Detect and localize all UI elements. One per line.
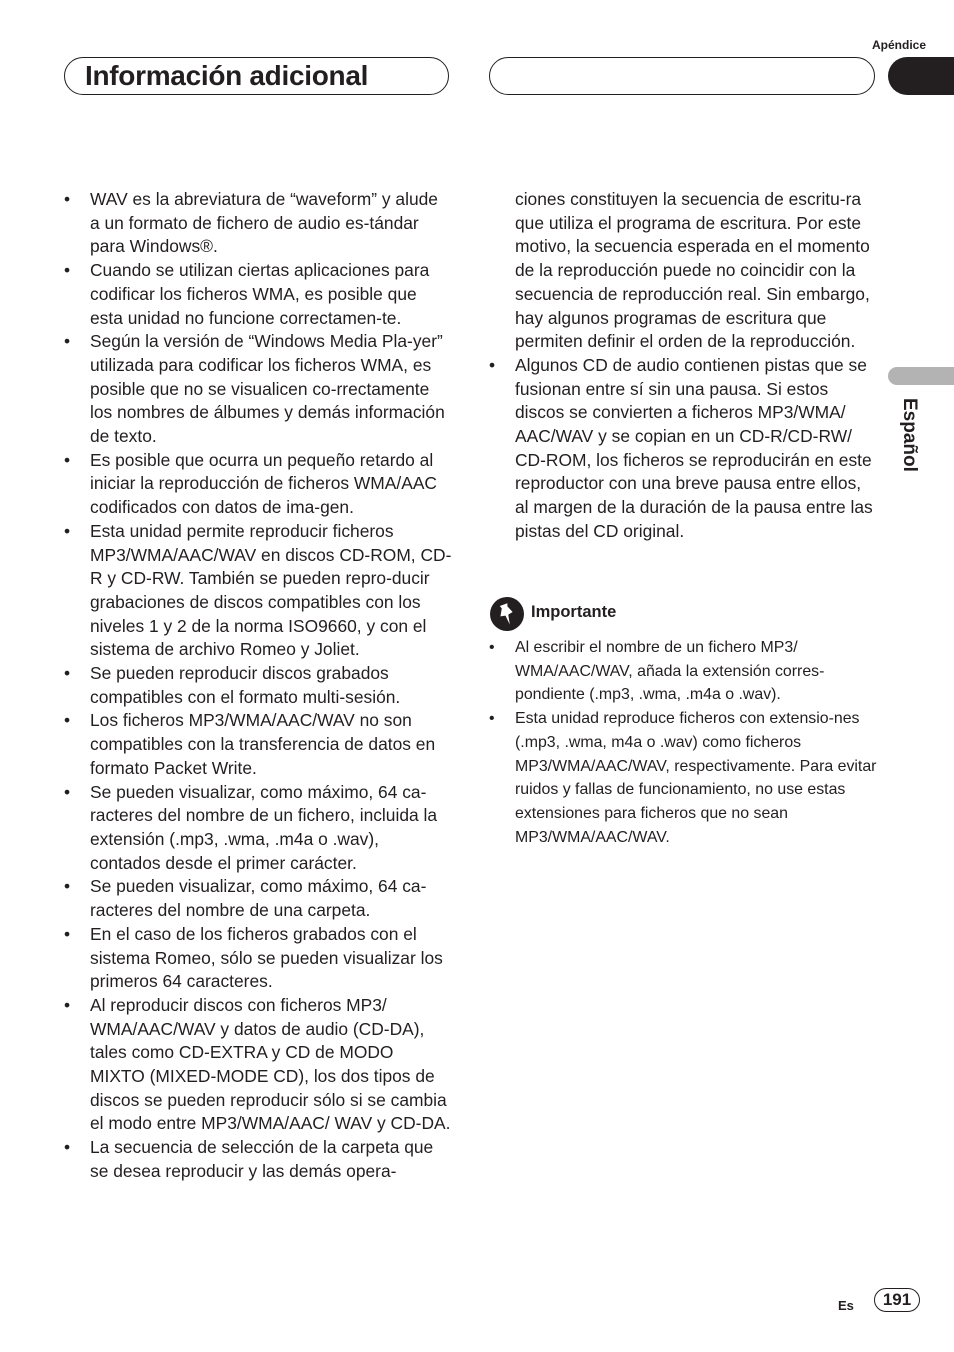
page-title: Información adicional [85, 60, 369, 91]
section-label: Apéndice [871, 38, 926, 52]
left-column [64, 188, 452, 1184]
list-item: • En el caso de los ficheros grabados con el sistema Romeo, sólo se pueden visualizar los primeros 64 caracteres. [64, 923, 452, 994]
list-item: • Al escribir el nombre de un fichero MP3/ WMA/AAC/WAV, añada la extensión corres-pondiente (.mp3, .wma, .m4a o .wav). [489, 636, 877, 707]
list-item: • Según la versión de “Windows Media Pla-yer” utilizada para codificar los ficheros WMA, es posible que no se visualicen co-rrectamente los nombres de álbumes y demás información de texto. [64, 330, 452, 449]
side-tab-bar [888, 367, 954, 385]
list-item: • Esta unidad permite reproducir ficheros MP3/WMA/AAC/WAV en discos CD-ROM, CD-R y CD-RW. También se pueden repro-ducir grabaciones de discos compatibles con los niveles 1 y 2 de la norma ISO9660, y con el sistema de archivo Romeo y Joliet. [64, 520, 452, 662]
list-item: • Al reproducir discos con ficheros MP3/ WMA/AAC/WAV y datos de audio (CD-DA), tales como CD-EXTRA y CD de MODO MIXTO (MIXED-MODE CD), los dos tipos de discos se pueden reproducir sólo si se cambia el modo entre MP3/WMA/AAC/ WAV y CD-DA. [64, 994, 452, 1136]
list-item: • Algunos CD de audio contienen pistas que se fusionan entre sí sin una pausa. Si estos discos se convierten a ficheros MP3/WMA/ AAC/WAV y se copian en un CD-R/CD-RW/ CD-ROM, los ficheros se reproducirán en este reproductor con una breve pausa entre ellos, al margen de la duración de la pausa entre las pistas del CD original. [489, 354, 877, 544]
continued-paragraph: ciones constituyen la secuencia de escritu-ra que utiliza el programa de escritura. Por este motivo, la secuencia esperada en el momento de la reproducción puede no coincidir con la secuencia de reproducción real. Sin embargo, hay algunos programas de escritura que permiten definir el orden de la reproducción. [515, 189, 870, 352]
list-item: • WAV es la abreviatura de “waveform” y alude a un formato de fichero de audio es-tándar para Windows®. [64, 188, 452, 259]
side-language-label: Español [899, 398, 920, 472]
list-item: • La secuencia de selección de la carpeta que se desea reproducir y las demás opera- [64, 1136, 452, 1183]
footer-language-code: Es [838, 1298, 854, 1313]
list-item: • Es posible que ocurra un pequeño retardo al iniciar la reproducción de ficheros WMA/AAC codificados con datos de ima-gen. [64, 449, 452, 520]
section-tab-block [888, 57, 954, 95]
list-item: • Cuando se utilizan ciertas aplicaciones para codificar los ficheros WMA, es posible que esta unidad no funcione correctamen-te. [64, 259, 452, 330]
list-item: • Se pueden visualizar, como máximo, 64 ca-racteres del nombre de un fichero, incluida la extensión (.mp3, .wma, .m4a o .wav), contados desde el primer carácter. [64, 781, 452, 876]
blank-header-box [489, 57, 875, 95]
pushpin-icon [489, 596, 525, 632]
right-column [489, 188, 877, 544]
important-title: Importante [531, 603, 617, 621]
list-item: • Se pueden visualizar, como máximo, 64 ca-racteres del nombre de una carpeta. [64, 875, 452, 922]
list-item: • Se pueden reproducir discos grabados compatibles con el formato multi-sesión. [64, 662, 452, 709]
page-number: 191 [874, 1288, 920, 1312]
important-list [489, 636, 877, 849]
list-item: • Esta unidad reproduce ficheros con extensio-nes (.mp3, .wma, m4a o .wav) como ficheros MP3/WMA/AAC/WAV, respectivamente. Para evitar ruidos y fallas de funcionamiento, no use estas extensiones para ficheros que no sean MP3/WMA/AAC/WAV. [489, 707, 877, 849]
list-item: • Los ficheros MP3/WMA/AAC/WAV no son compatibles con la transferencia de datos en formato Packet Write. [64, 709, 452, 780]
title-box [64, 57, 449, 95]
